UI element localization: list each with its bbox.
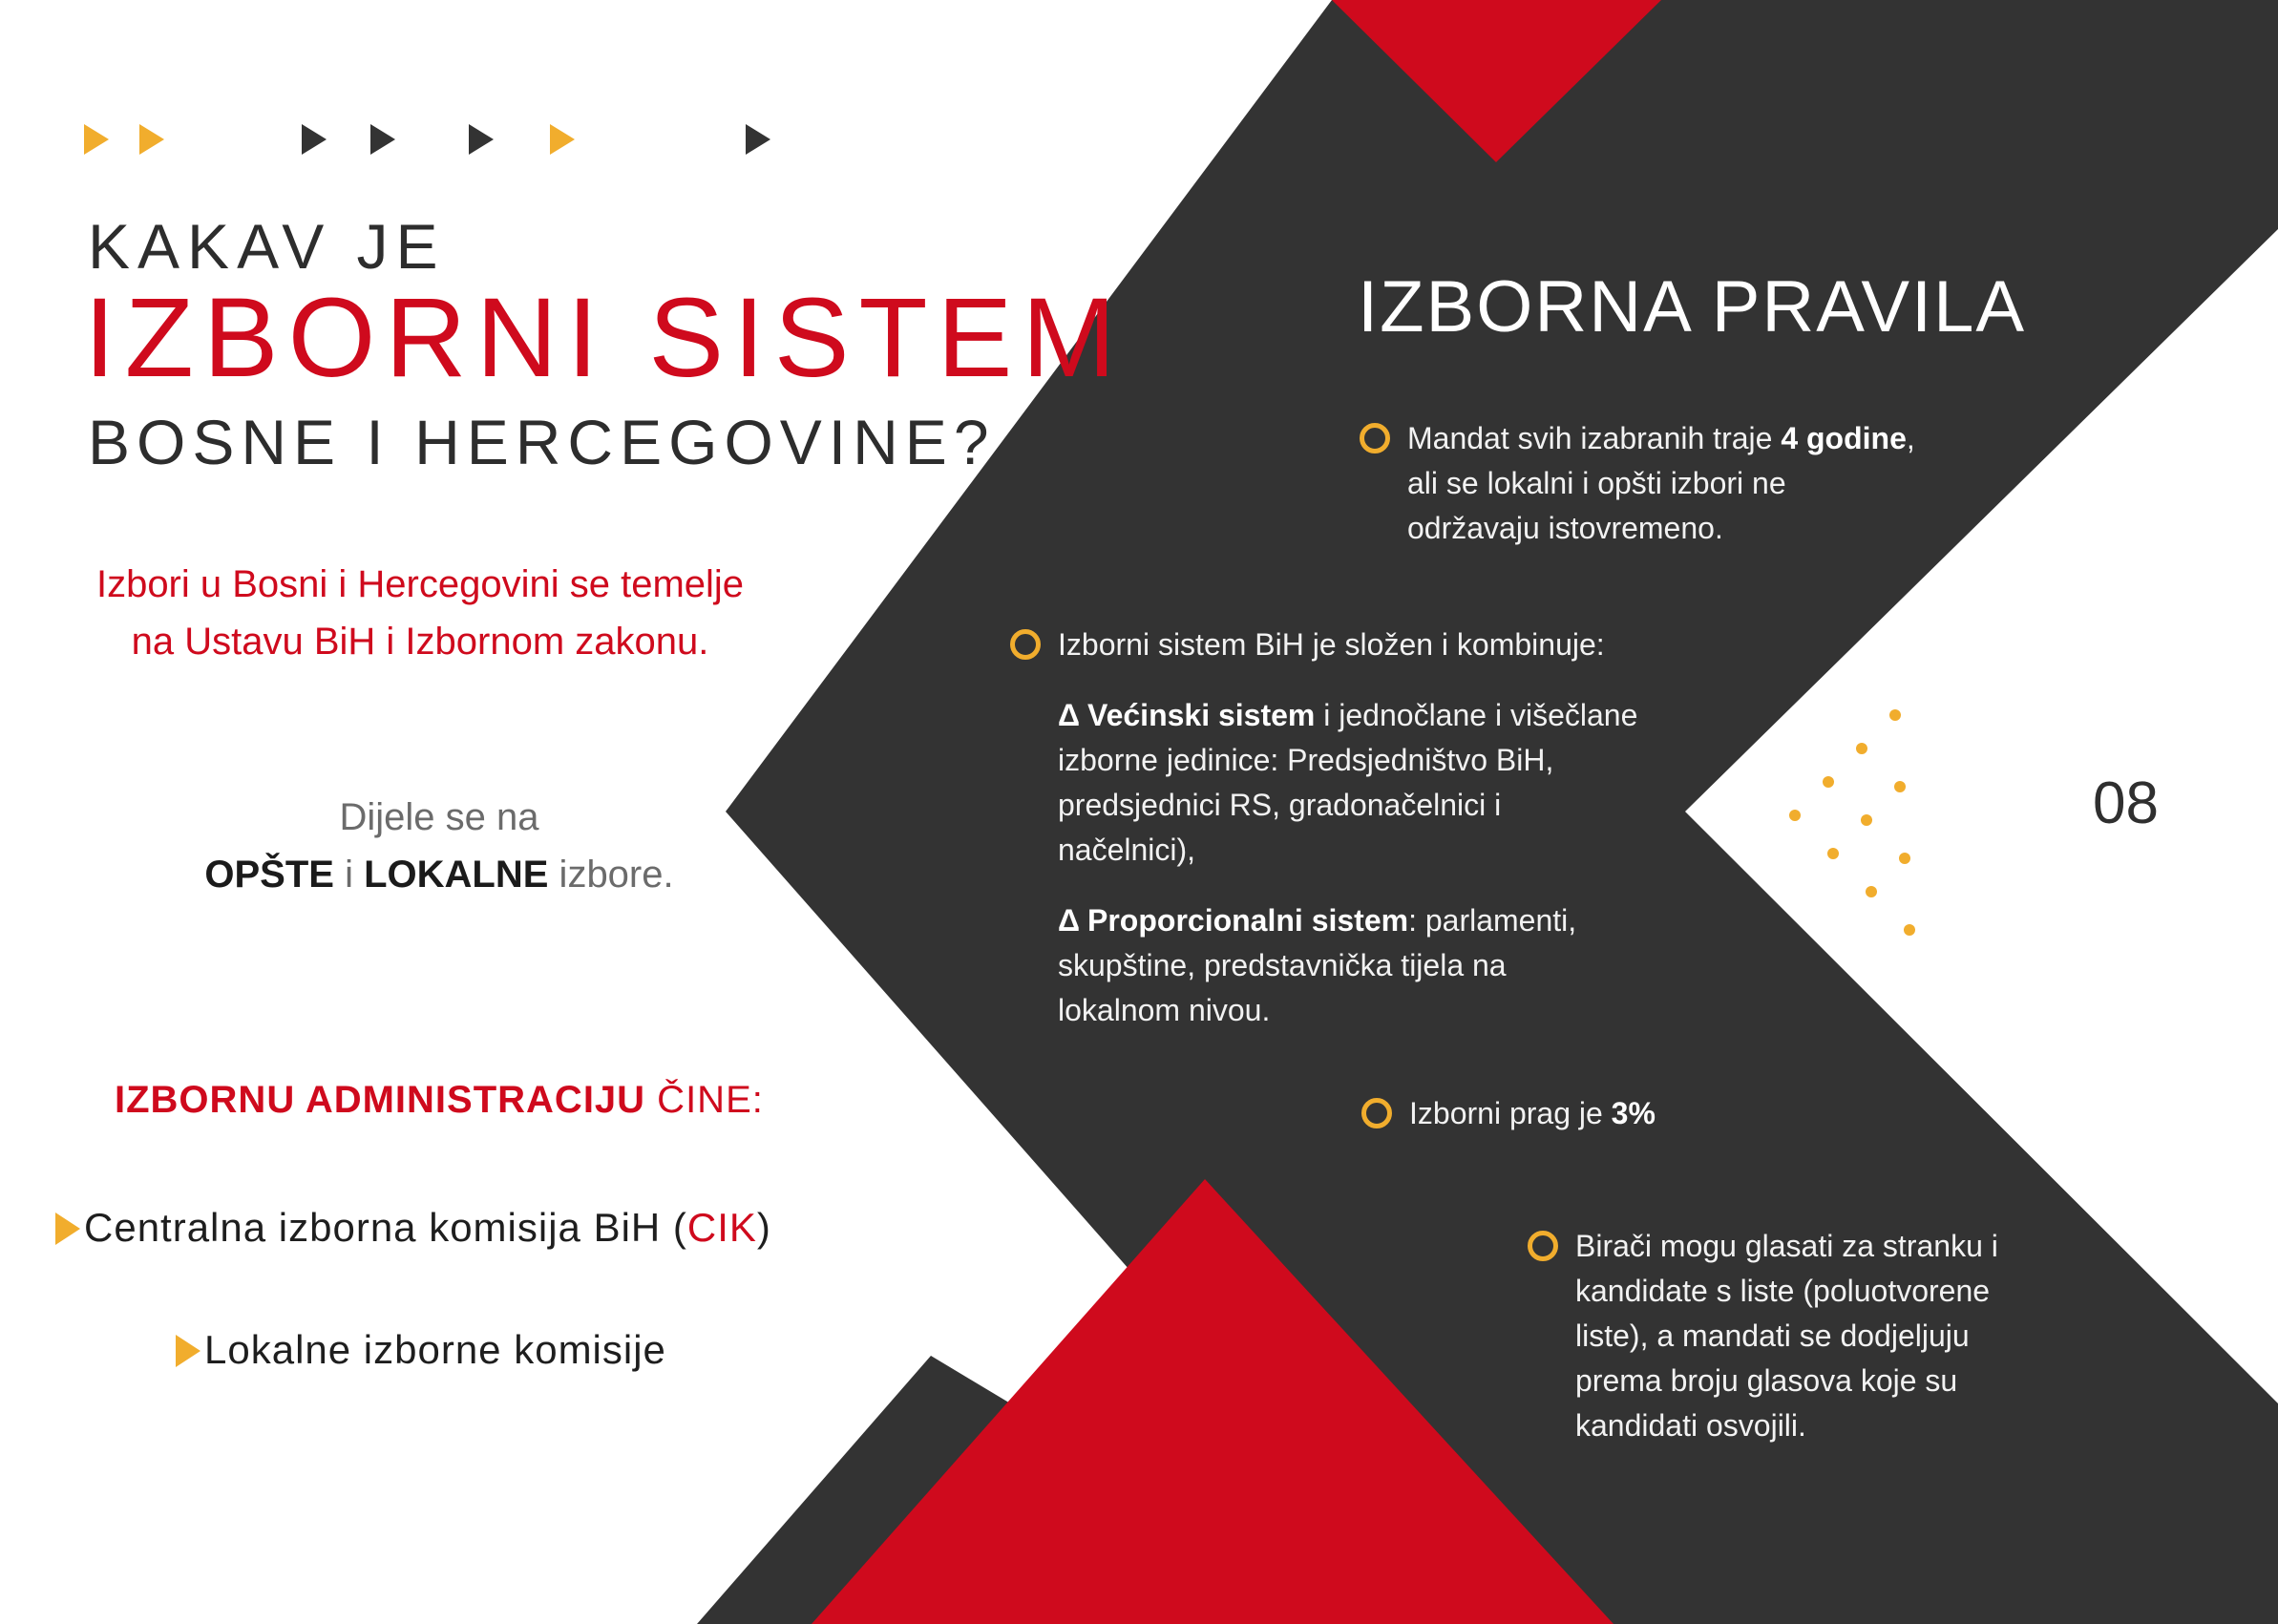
delta-bullet-icon: Δ	[1058, 698, 1080, 732]
rule-threshold	[1409, 1091, 1656, 1136]
majority-line-4: načelnici),	[1058, 833, 1196, 867]
arrow-icon	[469, 124, 494, 155]
voters-line-4: prema broju glasova koje su	[1575, 1363, 1958, 1398]
majority-bold: Većinski sistem	[1087, 698, 1316, 732]
arrow-icon	[370, 124, 395, 155]
rule-system-proportional	[1058, 898, 1576, 1033]
rule1-bold: 4 godine	[1781, 421, 1907, 455]
majority-rest: i jednočlane i višečlane	[1315, 698, 1638, 732]
intro-line-2: na Ustavu BiH i Izbornom zakonu.	[131, 621, 709, 663]
arrow-icon	[550, 124, 575, 155]
arrow-icon	[84, 124, 109, 155]
arrow-icon	[746, 124, 770, 155]
lokalne-label: LOKALNE	[364, 854, 549, 896]
heading-line-3: BOSNE I HERCEGOVINE?	[88, 407, 996, 477]
rule-voters	[1575, 1224, 1998, 1448]
voters-line-5: kandidati osvojili.	[1575, 1408, 1806, 1443]
intro-line-1: Izbori u Bosni i Hercegovini se temelje	[95, 563, 745, 605]
rule1-text-a: Mandat svih izabranih traje	[1407, 421, 1782, 455]
triangle-bullet-icon	[176, 1335, 200, 1367]
proportional-line-3: lokalnom nivou.	[1058, 993, 1271, 1027]
circle-bullet-icon	[1528, 1231, 1558, 1261]
voters-line-1: Birači mogu glasati za stranku i	[1575, 1229, 1998, 1263]
threshold-bold: 3%	[1611, 1096, 1656, 1130]
rule-mandate	[1407, 416, 1915, 551]
threshold-text: Izborni prag je	[1409, 1096, 1612, 1130]
cik-label: CIK	[686, 1205, 757, 1250]
delta-bullet-icon: Δ	[1058, 903, 1080, 938]
gold-dots-pattern	[1789, 709, 1915, 936]
heading-line-1: KAKAV JE	[88, 211, 446, 282]
rule1-line-3: održavaju istovremeno.	[1407, 511, 1723, 545]
administration-item-cik	[55, 1205, 771, 1251]
rule-system-majority	[1058, 693, 1637, 873]
decorative-arrows	[84, 124, 791, 162]
item2-label: Lokalne izborne komisije	[204, 1327, 666, 1372]
administration-title-bold: IZBORNU ADMINISTRACIJU	[115, 1079, 646, 1121]
rule1-text-b: ,	[1906, 421, 1915, 455]
arrow-icon	[139, 124, 164, 155]
circle-bullet-icon	[1010, 629, 1041, 660]
administration-title	[115, 1079, 764, 1122]
arrow-icon	[302, 124, 327, 155]
opste-label: OPŠTE	[204, 854, 334, 896]
circle-bullet-icon	[1361, 1098, 1392, 1128]
voters-line-2: kandidate s liste (poluotvorene	[1575, 1274, 1991, 1308]
split-end: izbore.	[548, 854, 674, 896]
rule1-line-2: ali se lokalni i opšti izbori ne	[1407, 466, 1786, 500]
circle-bullet-icon	[1360, 423, 1390, 453]
administration-title-rest: ČINE:	[645, 1079, 764, 1121]
triangle-bullet-icon	[55, 1213, 80, 1245]
majority-line-2: izborne jedinice: Predsjedništvo BiH,	[1058, 743, 1554, 777]
proportional-bold: Proporcionalni sistem	[1087, 903, 1409, 938]
split-line-1: Dijele se na	[339, 796, 539, 838]
administration-item-local	[176, 1327, 666, 1373]
item1-post: )	[756, 1205, 771, 1250]
heading-main: IZBORNI SISTEM	[84, 275, 1126, 401]
intro-text	[57, 556, 783, 670]
rule-system: Izborni sistem BiH je složen i kombinuje:	[1058, 627, 1605, 662]
elections-split	[172, 789, 707, 903]
page-number: 08	[2093, 770, 2159, 836]
rules-title: IZBORNA PRAVILA	[1358, 266, 2027, 348]
majority-line-3: predsjednici RS, gradonačelnici i	[1058, 788, 1502, 822]
item1-pre: Centralna izborna komisija BiH (	[84, 1205, 687, 1250]
voters-line-3: liste), a mandati se dodjeljuju	[1575, 1318, 1970, 1353]
split-line-2	[172, 846, 707, 903]
split-conj: i	[333, 854, 365, 896]
proportional-line-2: skupštine, predstavnička tijela na	[1058, 948, 1507, 982]
proportional-rest: : parlamenti,	[1408, 903, 1577, 938]
